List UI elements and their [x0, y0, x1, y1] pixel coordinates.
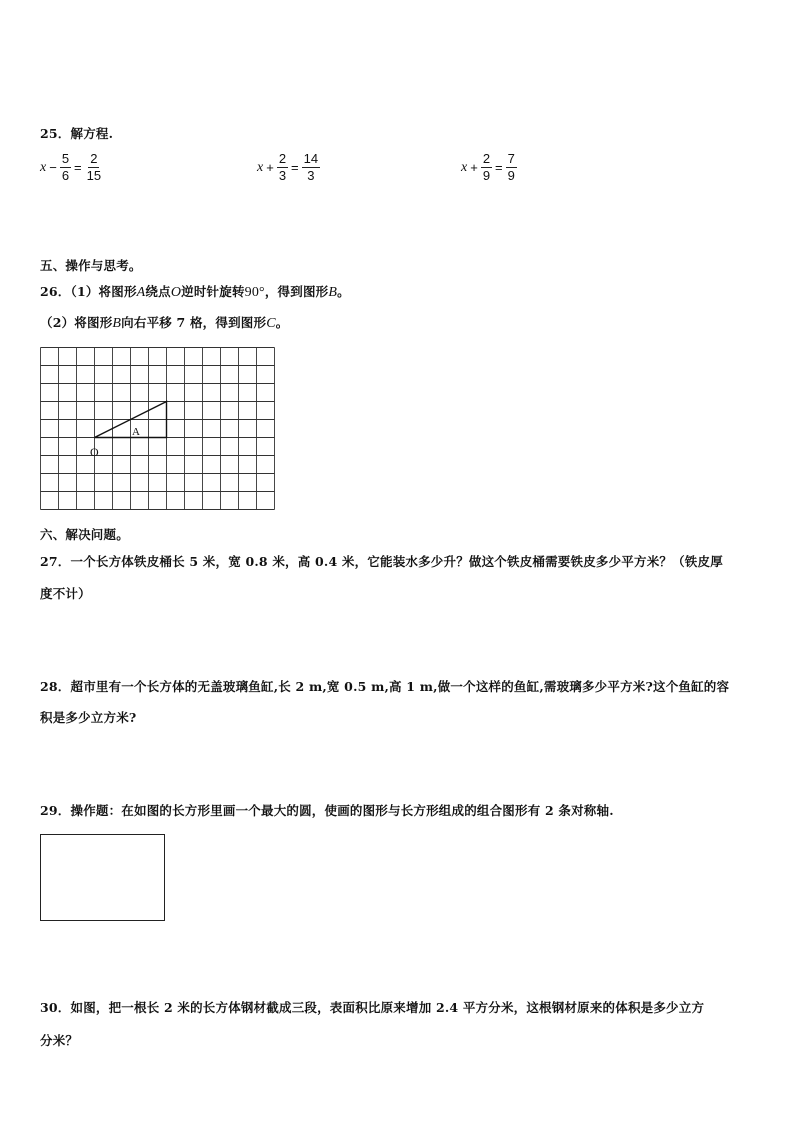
equation-operator: +: [266, 160, 274, 175]
equation-3: [461, 152, 518, 183]
fraction-denominator: 3: [278, 168, 287, 183]
equation-operator: −: [49, 160, 57, 175]
fraction-numerator: 2: [90, 151, 98, 166]
shape-label: C: [266, 316, 276, 331]
fraction-denominator: 9: [507, 168, 515, 183]
fraction-numerator: 7: [507, 151, 515, 166]
q29-line-1: 29．操作题：在如图的长方形里画一个最大的圆，使画的图形与长方形组成的组合图形有 2 条对称轴.: [40, 803, 614, 818]
shape-label: B: [112, 316, 122, 331]
fraction-denominator: 6: [61, 168, 70, 183]
equals-sign: =: [74, 160, 82, 175]
q26-text: ，得到图形: [264, 284, 329, 299]
equals-sign: =: [291, 160, 299, 175]
section-5-heading: 五、操作与思考。: [40, 258, 142, 273]
q26-line-1: [40, 282, 350, 301]
fraction-denominator: 15: [86, 168, 102, 183]
angle-value: 90°: [244, 285, 265, 300]
shape-label: A: [136, 285, 146, 300]
equation-variable: x: [461, 159, 468, 175]
fraction-denominator: 3: [307, 168, 315, 183]
q28-line-2: 积是多少立方米?: [40, 710, 137, 725]
shape-a-label: A: [132, 426, 140, 438]
q30-line-1: 30．如图，把一根长 2 米的长方体钢材截成三段，表面积比原来增加 2.4 平方分米，这根钢材原来的体积是多少立方: [40, 1000, 705, 1015]
equation-2: [257, 152, 321, 183]
fraction-numerator: 2: [482, 151, 491, 166]
q26-text: 逆时针旋转: [181, 284, 245, 299]
fraction: [85, 152, 103, 183]
q26-text: 。: [275, 315, 289, 330]
q26-grid-figure: [40, 347, 276, 512]
fraction: [60, 152, 71, 183]
q26-text: （2）将图形: [40, 315, 113, 330]
fraction-numerator: 5: [61, 151, 70, 166]
q26-text: 向右平移 7 格，得到图形: [121, 315, 267, 330]
fraction-numerator: 2: [278, 151, 287, 166]
fraction-denominator: 9: [482, 168, 491, 183]
fraction: [481, 152, 492, 183]
q26-line-2: [40, 313, 288, 332]
q27-line-2: 度不计）: [40, 586, 91, 601]
q29-rectangle: [40, 834, 165, 921]
equation-1: [40, 152, 104, 183]
point-o-label: O: [90, 445, 99, 459]
equation-variable: x: [40, 159, 47, 175]
q26-text: 26．（1）将图形: [40, 284, 137, 299]
q30-line-2: 分米？: [40, 1033, 79, 1048]
q27-line-1: 27．一个长方体铁皮桶长 5 米，宽 0.8 米，高 0.4 米，它能装水多少升？做这个铁皮桶需要铁皮多少平方米？（铁皮厚: [40, 554, 723, 569]
shape-label: B: [328, 285, 338, 300]
q26-text: 。: [337, 284, 350, 299]
fraction: [277, 152, 288, 183]
q28-line-1: 28．超市里有一个长方体的无盖玻璃鱼缸,长 2 m,宽 0.5 m,高 1 m,做一个这样的鱼缸,需玻璃多少平方米?这个鱼缸的容: [40, 679, 730, 694]
equation-operator: +: [470, 160, 478, 175]
q25-title: 25．解方程.: [40, 126, 114, 141]
fraction: [302, 152, 320, 183]
fraction: [506, 152, 517, 183]
section-6-heading: 六、解决问题。: [40, 527, 129, 542]
equation-variable: x: [257, 159, 264, 175]
fraction-numerator: 14: [303, 151, 319, 166]
equals-sign: =: [495, 160, 503, 175]
q26-text: 绕点: [145, 284, 171, 299]
grid-lines: [41, 348, 275, 510]
point-label: O: [170, 285, 182, 300]
